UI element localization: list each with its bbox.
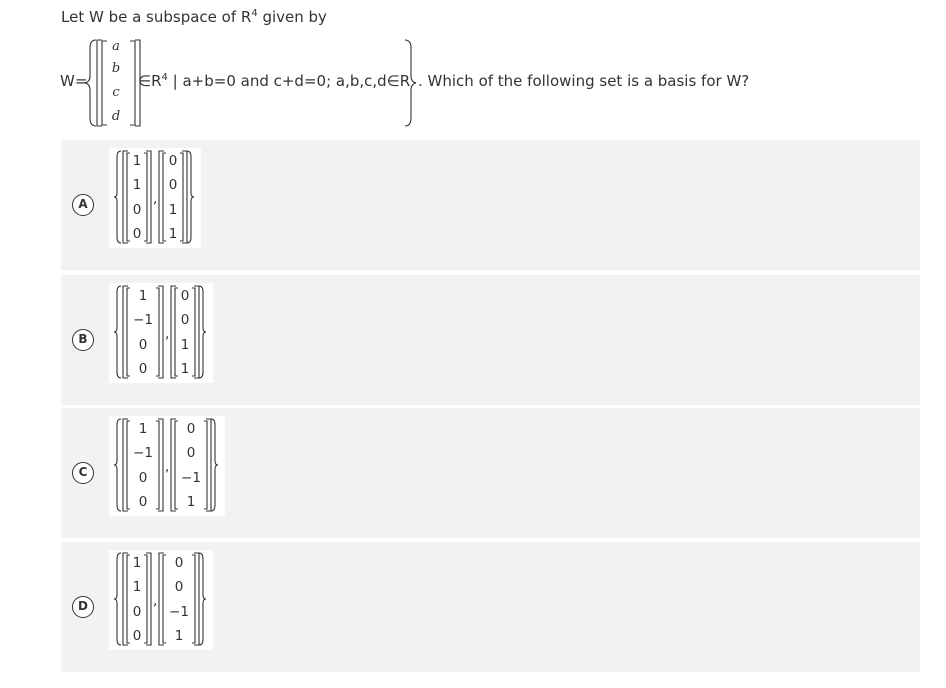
vector-var-d: d [111, 109, 121, 124]
vector-2-right-inner-bracket [204, 421, 207, 509]
right-brace [187, 151, 194, 243]
vector-2-entry-1: 0 [174, 555, 184, 571]
left-brace [114, 151, 121, 243]
vector-2-entry-4: 1 [186, 494, 196, 510]
vector-1-left-inner-bracket [127, 153, 130, 241]
vector-2-entry-2: 0 [168, 177, 178, 193]
vector-2-right-inner-bracket [180, 153, 183, 241]
vector-2-left-inner-bracket [163, 153, 166, 241]
vector-2-entry-3: 1 [168, 202, 178, 218]
vector-1-entry-4: 0 [132, 226, 142, 242]
vector-2-right-inner-bracket [192, 555, 195, 643]
vector-1-right-inner-bracket [156, 421, 159, 509]
option-a-vectors [109, 148, 201, 248]
option-b-vectors [109, 283, 213, 383]
option-d[interactable] [61, 542, 920, 672]
vector-separator-comma: , [165, 326, 170, 342]
vector-var-b: b [111, 61, 121, 76]
option-c[interactable] [61, 408, 920, 538]
vector-2-entry-4: 1 [174, 628, 184, 644]
vector-2-entry-2: 0 [180, 312, 190, 328]
vector-1-right-inner-bracket [144, 555, 147, 643]
vector-2-entry-2: 0 [174, 579, 184, 595]
vector-1-right-inner-bracket [144, 153, 147, 241]
set-condition [138, 72, 410, 90]
option-a[interactable] [61, 140, 920, 270]
vector-2-entry-1: 0 [186, 421, 196, 437]
question-prompt: . Which of the following set is a basis for W? [418, 72, 750, 90]
vector-1-entry-1: 1 [132, 555, 142, 571]
vector-2-entry-4: 1 [180, 361, 190, 377]
vector-set-graphic [109, 416, 225, 516]
vector-2-left-inner-bracket [175, 421, 178, 509]
vector-1-left-inner-bracket [127, 421, 130, 509]
vector-2-left-inner-bracket [163, 555, 166, 643]
right-brace [199, 553, 206, 645]
option-letter-b: B [72, 329, 94, 351]
vector-set-graphic [109, 283, 213, 383]
right-brace [211, 419, 218, 511]
vector-1-entry-2: −1 [133, 445, 153, 461]
left-brace [114, 286, 121, 378]
right-brace [199, 286, 206, 378]
set-condition-text: | a+b=0 and c+d=0; a,b,c,d∈R [167, 72, 411, 90]
vector-2-entry-1: 0 [168, 153, 178, 169]
vector-var-c: c [112, 85, 120, 100]
vector-2-entry-4: 1 [168, 226, 178, 242]
vector-set-graphic [109, 550, 213, 650]
vector-1-entry-3: 0 [138, 470, 148, 486]
vector-1-entry-1: 1 [138, 288, 148, 304]
question-intro-superscript: 4 [251, 8, 258, 19]
vector-1-entry-2: 1 [132, 177, 142, 193]
set-membership: ∈R [138, 72, 162, 90]
vector-1-left-inner-bracket [127, 288, 130, 376]
left-brace [114, 553, 121, 645]
vector-1-left-inner-bracket [127, 555, 130, 643]
left-brace [114, 419, 121, 511]
vector-2-left-inner-bracket [175, 288, 178, 376]
option-letter-d: D [72, 596, 94, 618]
vector-1-entry-4: 0 [138, 361, 148, 377]
vector-2-entry-2: 0 [186, 445, 196, 461]
vector-1-entry-4: 0 [138, 494, 148, 510]
vector-separator-comma: , [165, 459, 170, 475]
vector-2-entry-3: 1 [180, 337, 190, 353]
vector-1-entry-2: −1 [133, 312, 153, 328]
question-intro-text: Let W be a subspace of R [61, 8, 252, 26]
option-letter-c: C [72, 462, 94, 484]
vector-1-entry-3: 0 [138, 337, 148, 353]
vector-2-entry-1: 0 [180, 288, 190, 304]
vector-1-entry-3: 0 [132, 202, 142, 218]
vector-1-entry-2: 1 [132, 579, 142, 595]
vector-var-a: a [112, 39, 120, 54]
vector-1-right-inner-bracket [156, 288, 159, 376]
vector-1-entry-3: 0 [132, 604, 142, 620]
vector-2-entry-3: −1 [169, 604, 189, 620]
option-c-vectors [109, 416, 225, 516]
vector-set-graphic [109, 148, 201, 248]
w-equals: W= [60, 72, 88, 90]
option-b[interactable] [61, 275, 920, 405]
vector-1-entry-4: 0 [132, 628, 142, 644]
vector-separator-comma: , [153, 593, 158, 609]
question-intro [61, 8, 327, 26]
option-d-vectors [109, 550, 213, 650]
vector-2-right-inner-bracket [192, 288, 195, 376]
question-intro-suffix: given by [257, 8, 327, 26]
vector-2-entry-3: −1 [181, 470, 201, 486]
vector-separator-comma: , [153, 191, 158, 207]
set-superscript: 4 [161, 72, 168, 83]
option-letter-a: A [72, 194, 94, 216]
vector-1-entry-1: 1 [138, 421, 148, 437]
vector-1-entry-1: 1 [132, 153, 142, 169]
